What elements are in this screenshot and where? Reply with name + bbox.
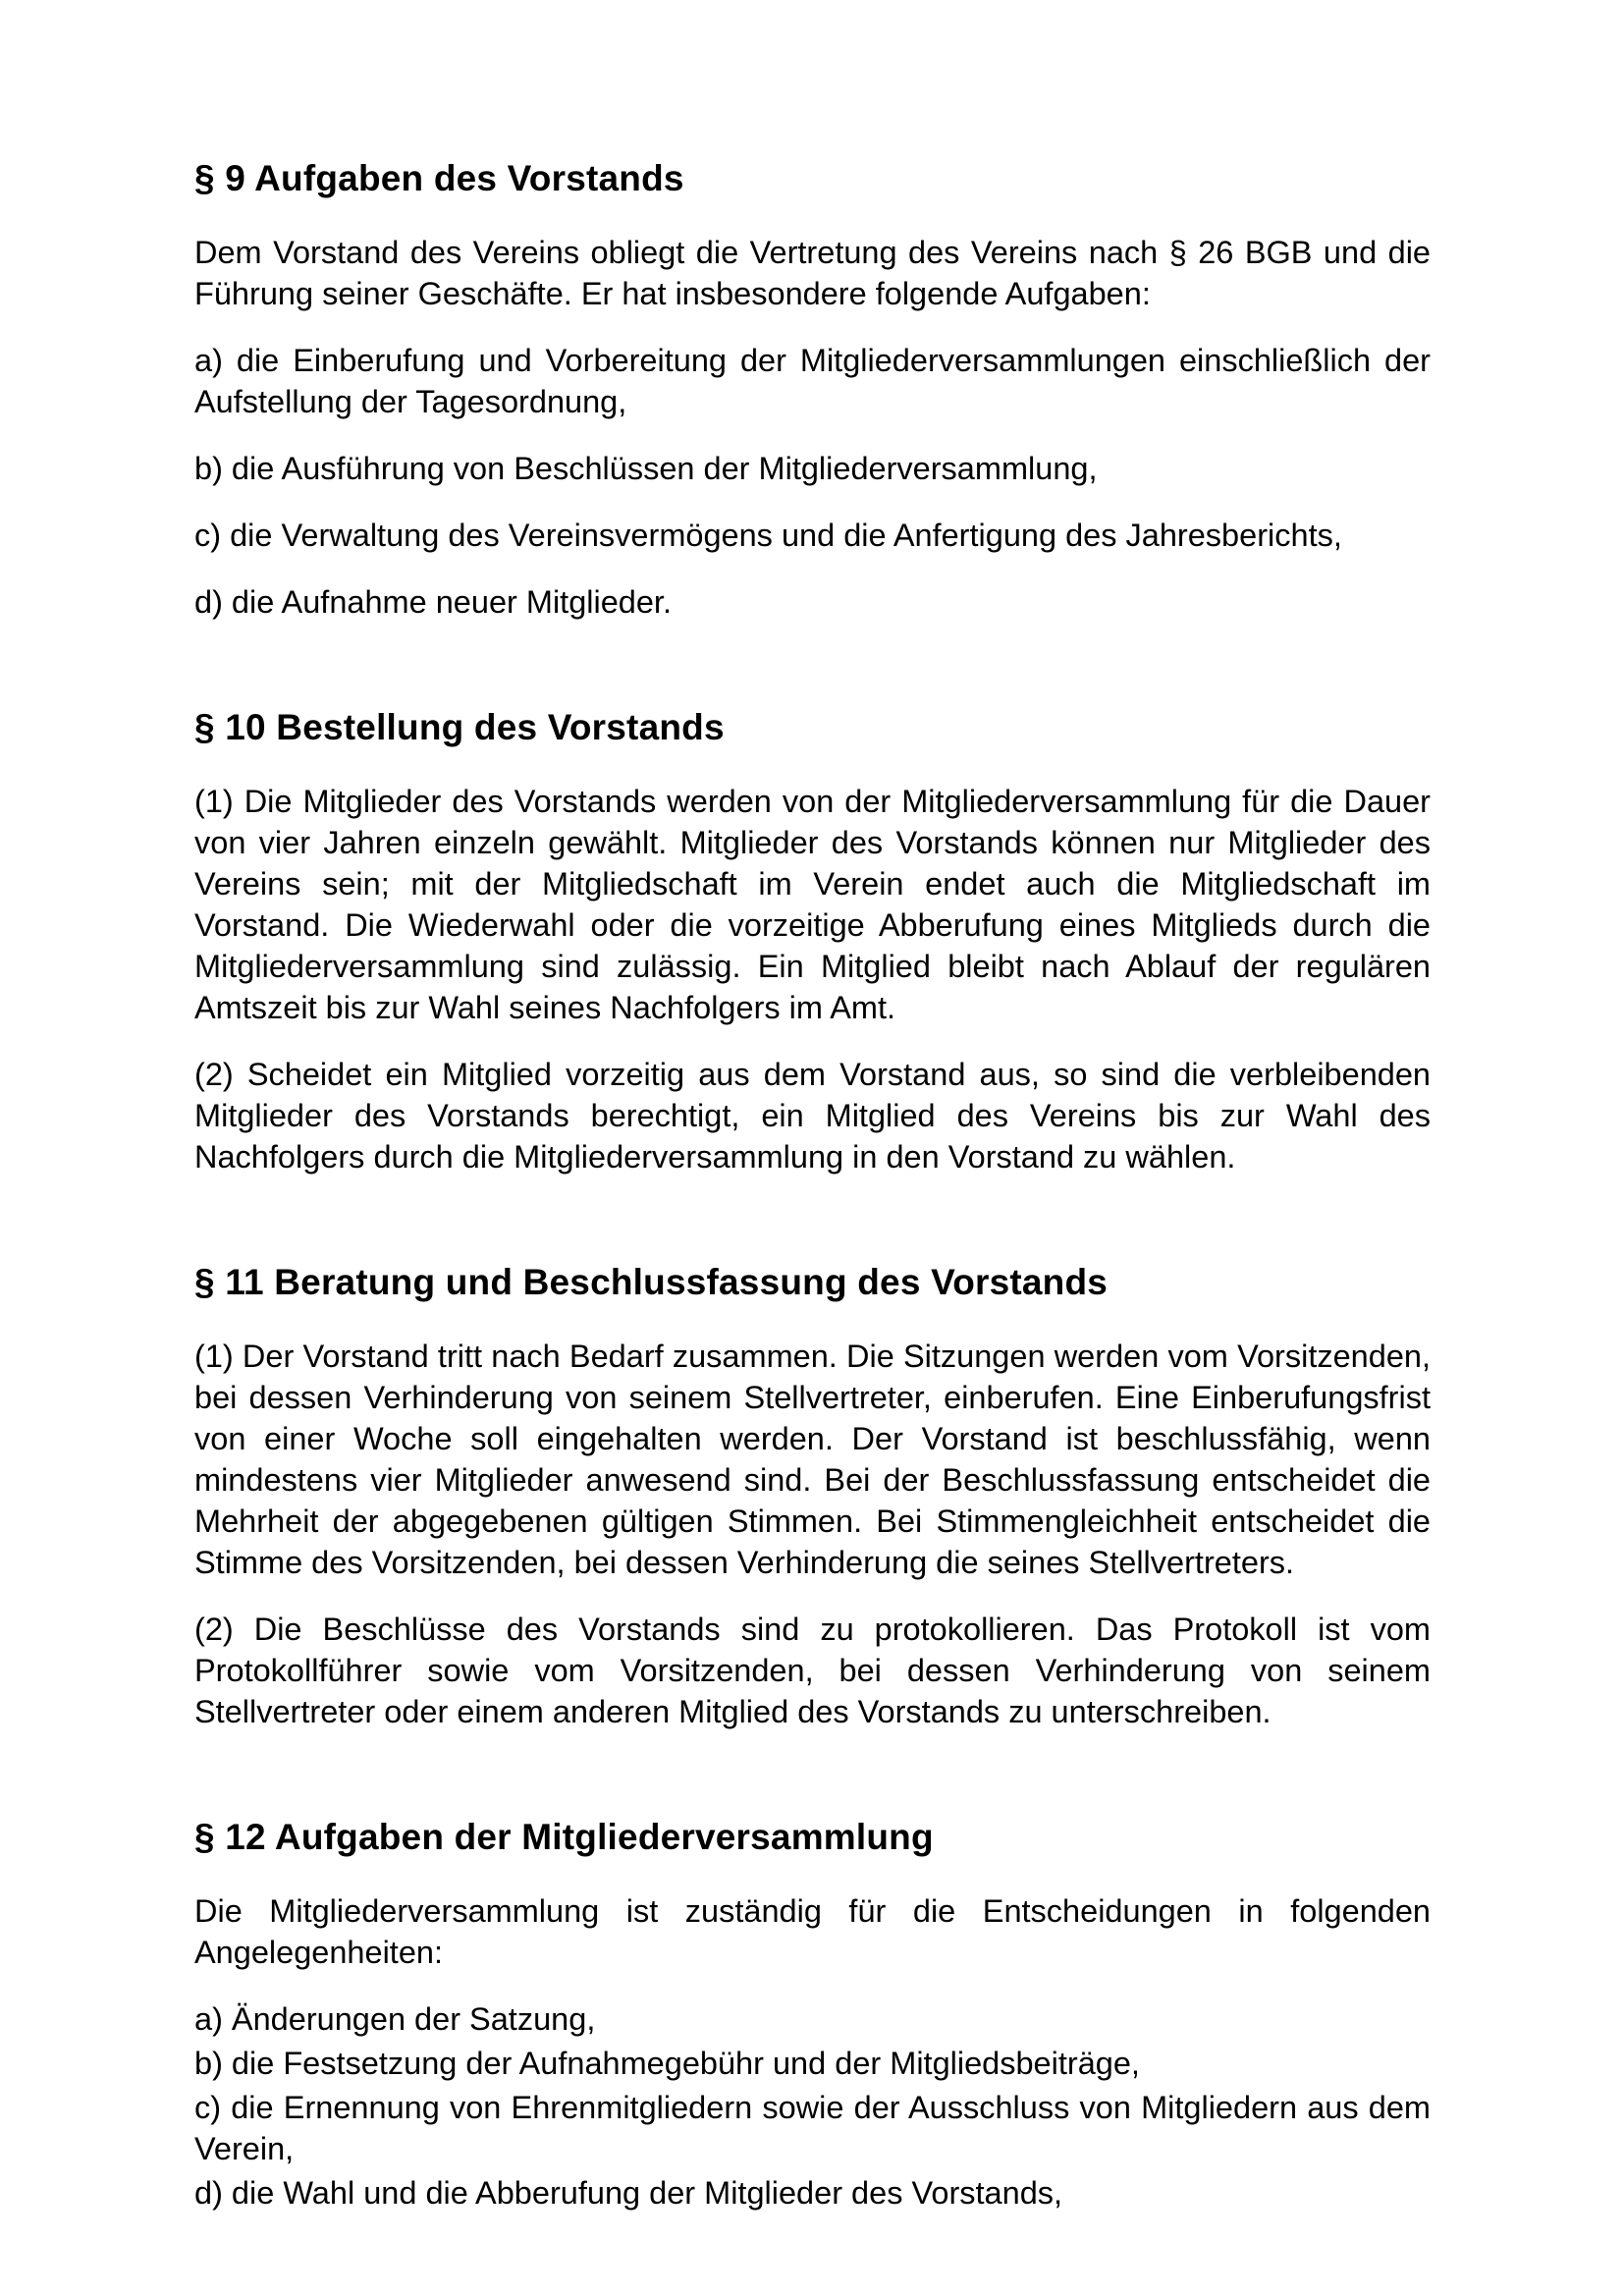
section-11-heading: § 11 Beratung und Beschlussfassung des Vorstands: [194, 1262, 1109, 1302]
section-12-heading: § 12 Aufgaben der Mitgliederversammlung: [194, 1817, 934, 1857]
section-paragraph-9: [194, 157, 1431, 623]
section-paragraph-11: [194, 1261, 1431, 1732]
section-9-item-c: c) die Verwaltung des Vereinsvermögens und die Anfertigung des Jahresberichts,: [194, 518, 1342, 553]
section-paragraph-10: [194, 706, 1431, 1177]
section-9-heading: § 9 Aufgaben des Vorstands: [194, 158, 684, 198]
section-paragraph-12: [194, 1816, 1431, 2214]
section-12-intro-paragraph: Die Mitgliederversammlung ist zuständig für die Entscheidungen in folgenden Angelegenheiten:: [194, 1893, 1431, 1970]
section-12-item-b: b) die Festsetzung der Aufnahmegebühr und der Mitgliedsbeiträge,: [194, 2046, 1140, 2081]
section-9-item-a: a) die Einberufung und Vorbereitung der Mitgliederversammlungen einschließlich der Aufstellung der Tagesordnung,: [194, 343, 1431, 419]
section-9-item-d: d) die Aufnahme neuer Mitglieder.: [194, 584, 672, 620]
section-11-paragraph-1: (1) Der Vorstand tritt nach Bedarf zusammen. Die Sitzungen werden vom Vorsitzenden, bei dessen Verhinderung von seinem Stellvertreter, einberufen. Eine Einberufungsfrist von einer Woche soll eingehalten werden. Der Vorstand ist beschlussfähig, wenn mindestens vier Mitglieder anwesend sind. Bei der Beschlussfassung entscheidet die Mehrheit der abgegebenen gültigen Stimmen. Bei Stimmengleichheit entscheidet die Stimme des Vorsitzenden, bei dessen Verhinderung die seines Stellvertreters.: [194, 1339, 1431, 1580]
section-12-item-d: d) die Wahl und die Abberufung der Mitglieder des Vorstands,: [194, 2175, 1063, 2211]
section-12-item-c: c) die Ernennung von Ehrenmitgliedern sowie der Ausschluss von Mitgliedern aus dem Verein,: [194, 2090, 1431, 2166]
section-12-item-list: [194, 1998, 1431, 2214]
section-12-item-a: a) Änderungen der Satzung,: [194, 2001, 596, 2037]
section-11-paragraph-2: (2) Die Beschlüsse des Vorstands sind zu protokollieren. Das Protokoll ist vom Protokollführer sowie vom Vorsitzenden, bei dessen Verhinderung von seinem Stellvertreter oder einem anderen Mitglied des Vorstands zu unterschreiben.: [194, 1612, 1431, 1729]
section-10-paragraph-2: (2) Scheidet ein Mitglied vorzeitig aus dem Vorstand aus, so sind die verbleibenden Mitglieder des Vorstands berechtigt, ein Mitglied des Vereins bis zur Wahl des Nachfolgers durch die Mitgliederversammlung in den Vorstand zu wählen.: [194, 1057, 1431, 1175]
section-10-paragraph-1: (1) Die Mitglieder des Vorstands werden von der Mitgliederversammlung für die Dauer von vier Jahren einzeln gewählt. Mitglieder des Vorstands können nur Mitglieder des Vereins sein; mit der Mitgliedschaft im Verein endet auch die Mitgliedschaft im Vorstand. Die Wiederwahl oder die vorzeitige Abberufung eines Mitglieds durch die Mitgliederversammlung sind zulässig. Ein Mitglied bleibt nach Ablauf der regulären Amtszeit bis zur Wahl seines Nachfolgers im Amt.: [194, 784, 1431, 1025]
section-10-heading: § 10 Bestellung des Vorstands: [194, 707, 725, 747]
section-9-item-b: b) die Ausführung von Beschlüssen der Mitgliederversammlung,: [194, 451, 1098, 486]
section-9-intro-paragraph: Dem Vorstand des Vereins obliegt die Vertretung des Vereins nach § 26 BGB und die Führung seiner Geschäfte. Er hat insbesondere folgende Aufgaben:: [194, 235, 1431, 311]
